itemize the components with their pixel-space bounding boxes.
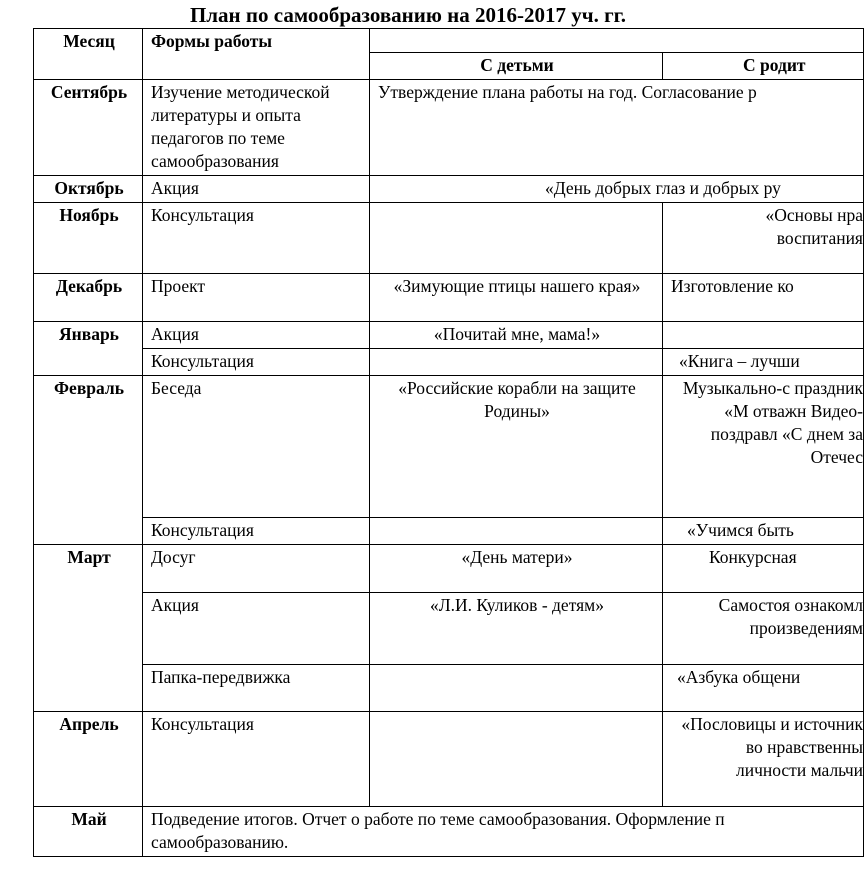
month-november: Ноябрь	[34, 203, 143, 274]
merged-may: Подведение итогов. Отчет о работе по теме самообразования. Оформление п самообразованию.	[143, 807, 864, 857]
form-february-2: Консультация	[143, 518, 370, 545]
parents-march-3: «Азбука общени	[663, 665, 864, 712]
children-january-2	[370, 349, 663, 376]
header-forms: Формы работы	[143, 29, 370, 80]
header-parents: С родит	[663, 53, 864, 80]
children-november	[370, 203, 663, 274]
month-april: Апрель	[34, 712, 143, 807]
header-empty	[370, 29, 864, 53]
month-september: Сентябрь	[34, 80, 143, 176]
header-month: Месяц	[34, 29, 143, 80]
form-march-2: Акция	[143, 593, 370, 665]
form-september: Изучение методической литературы и опыта педагогов по теме самообразования	[143, 80, 370, 176]
parents-march-1: Конкурсная	[663, 545, 864, 593]
form-january-1: Акция	[143, 322, 370, 349]
form-january-2: Консультация	[143, 349, 370, 376]
form-april: Консультация	[143, 712, 370, 807]
merged-october: «День добрых глаз и добрых ру	[370, 176, 864, 203]
form-november: Консультация	[143, 203, 370, 274]
children-december: «Зимующие птицы нашего края»	[370, 274, 663, 322]
parents-december: Изготовление ко	[663, 274, 864, 322]
children-april	[370, 712, 663, 807]
form-october: Акция	[143, 176, 370, 203]
month-december: Декабрь	[34, 274, 143, 322]
form-february-1: Беседа	[143, 376, 370, 518]
month-october: Октябрь	[34, 176, 143, 203]
parents-february-1: Музыкально-с праздник «М отважн Видео-поздравл «С днем за Отечес	[663, 376, 864, 518]
parents-january-1	[663, 322, 864, 349]
month-february: Февраль	[34, 376, 143, 545]
form-march-1: Досуг	[143, 545, 370, 593]
parents-november: «Основы нра воспитания	[663, 203, 864, 274]
form-december: Проект	[143, 274, 370, 322]
children-march-2: «Л.И. Куликов - детям»	[370, 593, 663, 665]
parents-february-2: «Учимся быть	[663, 518, 864, 545]
children-january-1: «Почитай мне, мама!»	[370, 322, 663, 349]
children-march-1: «День матери»	[370, 545, 663, 593]
children-february-1: «Российские корабли на защите Родины»	[370, 376, 663, 518]
month-january: Январь	[34, 322, 143, 376]
children-march-3	[370, 665, 663, 712]
parents-january-2: «Книга – лучши	[663, 349, 864, 376]
page-title: План по самообразованию на 2016-2017 уч. гг.	[189, 3, 627, 27]
parents-april: «Пословицы и источник во нравственны личности мальчи	[663, 712, 864, 807]
form-march-3: Папка-передвижка	[143, 665, 370, 712]
children-february-2	[370, 518, 663, 545]
month-may: Май	[34, 807, 143, 857]
parents-march-2: Самостоя ознакомл произведениям	[663, 593, 864, 665]
plan-table	[33, 28, 864, 857]
header-children: С детьми	[370, 53, 663, 80]
month-march: Март	[34, 545, 143, 712]
merged-september: Утверждение плана работы на год. Согласование р	[370, 80, 864, 176]
